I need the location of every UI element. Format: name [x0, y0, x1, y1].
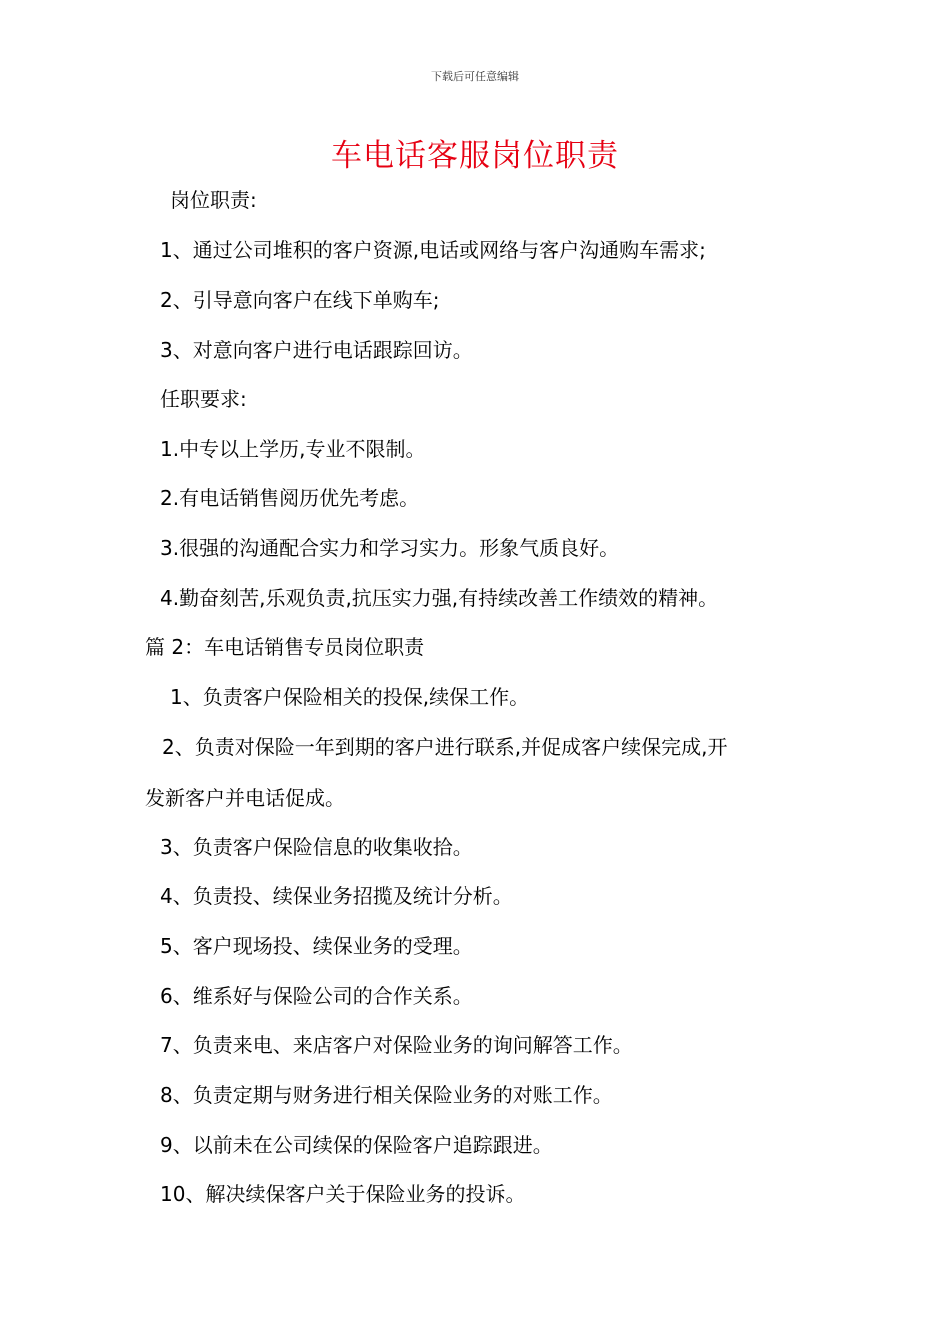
section2-item: 9、以前未在公司续保的保险客户追踪跟进。 — [160, 1133, 553, 1157]
duty-item: 1、通过公司堆积的客户资源,电话或网络与客户沟通购车需求; — [160, 238, 706, 262]
section2-item-continued: 发新客户并电话促成。 — [145, 786, 345, 810]
section2-item: 8、负责定期与财务进行相关保险业务的对账工作。 — [160, 1083, 613, 1107]
duty-item: 2、引导意向客户在线下单购车; — [160, 288, 440, 312]
requirements-heading: 任职要求: — [160, 387, 247, 411]
section2-item: 3、负责客户保险信息的收集收拾。 — [160, 835, 473, 859]
section2-item: 5、客户现场投、续保业务的受理。 — [160, 934, 473, 958]
section2-item: 6、维系好与保险公司的合作关系。 — [160, 984, 473, 1008]
section2-item: 10、解决续保客户关于保险业务的投诉。 — [160, 1182, 526, 1206]
requirement-item: 1.中专以上学历,专业不限制。 — [160, 437, 426, 461]
section2-item: 1、负责客户保险相关的投保,续保工作。 — [170, 685, 530, 709]
section2-item: 2、负责对保险一年到期的客户进行联系,并促成客户续保完成,开 — [162, 735, 728, 759]
header-note: 下载后可任意编辑 — [431, 70, 519, 83]
duties-heading: 岗位职责: — [170, 188, 257, 212]
section2-heading: 篇 2：车电话销售专员岗位职责 — [145, 635, 425, 659]
duty-item: 3、对意向客户进行电话跟踪回访。 — [160, 338, 473, 362]
requirement-item: 2.有电话销售阅历优先考虑。 — [160, 486, 420, 510]
document-title: 车电话客服岗位职责 — [331, 138, 619, 174]
requirement-item: 3.很强的沟通配合实力和学习实力。形象气质良好。 — [160, 536, 620, 560]
requirement-item: 4.勤奋刻苦,乐观负责,抗压实力强,有持续改善工作绩效的精神。 — [160, 586, 719, 610]
section2-item: 4、负责投、续保业务招揽及统计分析。 — [160, 884, 513, 908]
section2-item: 7、负责来电、来店客户对保险业务的询问解答工作。 — [160, 1033, 633, 1057]
